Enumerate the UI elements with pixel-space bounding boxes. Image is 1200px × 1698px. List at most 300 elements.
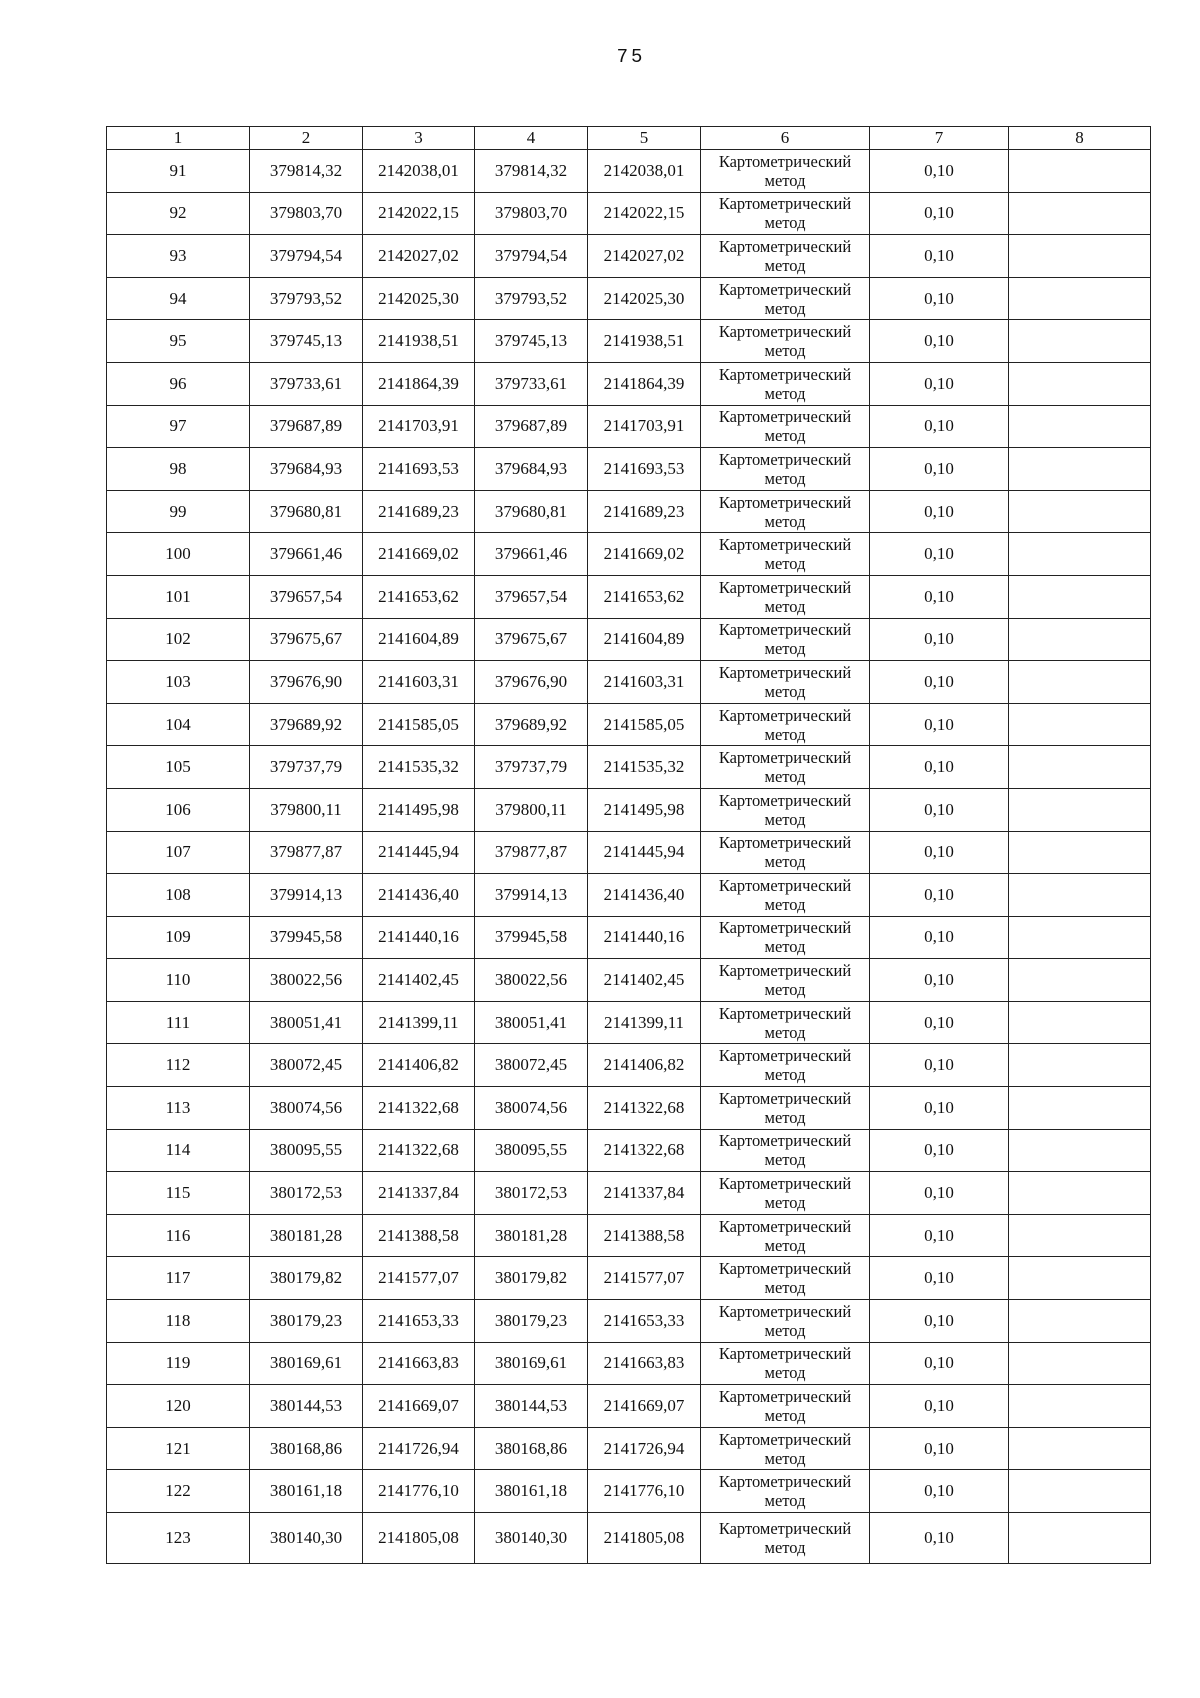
column-header: 6 xyxy=(701,127,870,150)
x-coordinate-cell: 380172,53 xyxy=(250,1172,363,1215)
x-coordinate-cell: 380095,55 xyxy=(475,1129,588,1172)
description-cell xyxy=(1009,575,1151,618)
table-row xyxy=(107,959,1151,1002)
accuracy-cell: 0,10 xyxy=(870,1001,1009,1044)
method-cell: Картометрический метод xyxy=(701,1342,870,1385)
table-row xyxy=(107,490,1151,533)
x-coordinate-cell: 380168,86 xyxy=(250,1427,363,1470)
accuracy-cell: 0,10 xyxy=(870,1513,1009,1564)
method-cell: Картометрический метод xyxy=(701,1001,870,1044)
x-coordinate-cell: 380095,55 xyxy=(250,1129,363,1172)
method-cell: Картометрический метод xyxy=(701,959,870,1002)
y-coordinate-cell: 2141776,10 xyxy=(363,1470,475,1513)
table-row xyxy=(107,1470,1151,1513)
accuracy-cell: 0,10 xyxy=(870,1172,1009,1215)
method-cell: Картометрический метод xyxy=(701,448,870,491)
table-row xyxy=(107,661,1151,704)
table-row xyxy=(107,277,1151,320)
point-number-cell: 96 xyxy=(107,362,250,405)
description-cell xyxy=(1009,448,1151,491)
y-coordinate-cell: 2142038,01 xyxy=(363,150,475,193)
accuracy-cell: 0,10 xyxy=(870,1257,1009,1300)
method-cell: Картометрический метод xyxy=(701,1300,870,1343)
accuracy-cell: 0,10 xyxy=(870,831,1009,874)
y-coordinate-cell: 2141663,83 xyxy=(363,1342,475,1385)
table-row xyxy=(107,235,1151,278)
accuracy-cell: 0,10 xyxy=(870,916,1009,959)
x-coordinate-cell: 380179,82 xyxy=(475,1257,588,1300)
y-coordinate-cell: 2141663,83 xyxy=(588,1342,701,1385)
x-coordinate-cell: 379945,58 xyxy=(250,916,363,959)
y-coordinate-cell: 2142025,30 xyxy=(363,277,475,320)
x-coordinate-cell: 379689,92 xyxy=(475,703,588,746)
description-cell xyxy=(1009,1001,1151,1044)
point-number-cell: 99 xyxy=(107,490,250,533)
point-number-cell: 122 xyxy=(107,1470,250,1513)
y-coordinate-cell: 2141864,39 xyxy=(588,362,701,405)
description-cell xyxy=(1009,788,1151,831)
point-number-cell: 101 xyxy=(107,575,250,618)
y-coordinate-cell: 2141388,58 xyxy=(588,1214,701,1257)
description-cell xyxy=(1009,1129,1151,1172)
x-coordinate-cell: 380074,56 xyxy=(475,1087,588,1130)
table-row xyxy=(107,1427,1151,1470)
x-coordinate-cell: 379657,54 xyxy=(250,575,363,618)
description-cell xyxy=(1009,703,1151,746)
x-coordinate-cell: 380072,45 xyxy=(250,1044,363,1087)
description-cell xyxy=(1009,618,1151,661)
point-number-cell: 103 xyxy=(107,661,250,704)
method-cell: Картометрический метод xyxy=(701,1129,870,1172)
table-row xyxy=(107,1300,1151,1343)
accuracy-cell: 0,10 xyxy=(870,1470,1009,1513)
table-row xyxy=(107,320,1151,363)
x-coordinate-cell: 379737,79 xyxy=(250,746,363,789)
x-coordinate-cell: 379680,81 xyxy=(250,490,363,533)
table-row xyxy=(107,788,1151,831)
table-row xyxy=(107,1342,1151,1385)
table-row xyxy=(107,1172,1151,1215)
description-cell xyxy=(1009,1172,1151,1215)
method-cell: Картометрический метод xyxy=(701,277,870,320)
method-cell: Картометрический метод xyxy=(701,490,870,533)
point-number-cell: 94 xyxy=(107,277,250,320)
x-coordinate-cell: 379684,93 xyxy=(475,448,588,491)
table-row xyxy=(107,1129,1151,1172)
y-coordinate-cell: 2141577,07 xyxy=(588,1257,701,1300)
method-cell: Картометрический метод xyxy=(701,1172,870,1215)
point-number-cell: 119 xyxy=(107,1342,250,1385)
point-number-cell: 113 xyxy=(107,1087,250,1130)
x-coordinate-cell: 379794,54 xyxy=(250,235,363,278)
table-row xyxy=(107,1513,1151,1564)
x-coordinate-cell: 379733,61 xyxy=(475,362,588,405)
y-coordinate-cell: 2141406,82 xyxy=(363,1044,475,1087)
method-cell: Картометрический метод xyxy=(701,362,870,405)
description-cell xyxy=(1009,1087,1151,1130)
method-cell: Картометрический метод xyxy=(701,235,870,278)
y-coordinate-cell: 2141604,89 xyxy=(363,618,475,661)
method-cell: Картометрический метод xyxy=(701,874,870,917)
x-coordinate-cell: 379733,61 xyxy=(250,362,363,405)
accuracy-cell: 0,10 xyxy=(870,575,1009,618)
y-coordinate-cell: 2141337,84 xyxy=(363,1172,475,1215)
method-cell: Картометрический метод xyxy=(701,1385,870,1428)
x-coordinate-cell: 379794,54 xyxy=(475,235,588,278)
x-coordinate-cell: 379914,13 xyxy=(250,874,363,917)
method-cell: Картометрический метод xyxy=(701,150,870,193)
accuracy-cell: 0,10 xyxy=(870,448,1009,491)
accuracy-cell: 0,10 xyxy=(870,618,1009,661)
y-coordinate-cell: 2141388,58 xyxy=(363,1214,475,1257)
y-coordinate-cell: 2141445,94 xyxy=(363,831,475,874)
x-coordinate-cell: 380172,53 xyxy=(475,1172,588,1215)
description-cell xyxy=(1009,533,1151,576)
y-coordinate-cell: 2141535,32 xyxy=(363,746,475,789)
method-cell: Картометрический метод xyxy=(701,703,870,746)
table-row xyxy=(107,448,1151,491)
x-coordinate-cell: 379661,46 xyxy=(250,533,363,576)
y-coordinate-cell: 2141399,11 xyxy=(588,1001,701,1044)
method-cell: Картометрический метод xyxy=(701,533,870,576)
table-row xyxy=(107,1257,1151,1300)
method-cell: Картометрический метод xyxy=(701,1087,870,1130)
x-coordinate-cell: 380022,56 xyxy=(250,959,363,1002)
point-number-cell: 97 xyxy=(107,405,250,448)
x-coordinate-cell: 379800,11 xyxy=(250,788,363,831)
y-coordinate-cell: 2141653,33 xyxy=(588,1300,701,1343)
accuracy-cell: 0,10 xyxy=(870,1385,1009,1428)
y-coordinate-cell: 2142027,02 xyxy=(588,235,701,278)
description-cell xyxy=(1009,1427,1151,1470)
description-cell xyxy=(1009,1257,1151,1300)
y-coordinate-cell: 2141436,40 xyxy=(363,874,475,917)
point-number-cell: 98 xyxy=(107,448,250,491)
accuracy-cell: 0,10 xyxy=(870,1342,1009,1385)
x-coordinate-cell: 380168,86 xyxy=(475,1427,588,1470)
y-coordinate-cell: 2142027,02 xyxy=(363,235,475,278)
description-cell xyxy=(1009,1300,1151,1343)
point-number-cell: 100 xyxy=(107,533,250,576)
method-cell: Картометрический метод xyxy=(701,1470,870,1513)
table-row xyxy=(107,916,1151,959)
x-coordinate-cell: 379676,90 xyxy=(250,661,363,704)
y-coordinate-cell: 2141603,31 xyxy=(588,661,701,704)
y-coordinate-cell: 2141776,10 xyxy=(588,1470,701,1513)
x-coordinate-cell: 379675,67 xyxy=(475,618,588,661)
x-coordinate-cell: 380181,28 xyxy=(475,1214,588,1257)
x-coordinate-cell: 380179,23 xyxy=(475,1300,588,1343)
x-coordinate-cell: 380140,30 xyxy=(475,1513,588,1564)
method-cell: Картометрический метод xyxy=(701,1427,870,1470)
accuracy-cell: 0,10 xyxy=(870,1044,1009,1087)
accuracy-cell: 0,10 xyxy=(870,1300,1009,1343)
x-coordinate-cell: 380051,41 xyxy=(475,1001,588,1044)
point-number-cell: 115 xyxy=(107,1172,250,1215)
x-coordinate-cell: 379680,81 xyxy=(475,490,588,533)
y-coordinate-cell: 2141585,05 xyxy=(363,703,475,746)
description-cell xyxy=(1009,916,1151,959)
method-cell: Картометрический метод xyxy=(701,831,870,874)
y-coordinate-cell: 2141322,68 xyxy=(588,1087,701,1130)
accuracy-cell: 0,10 xyxy=(870,746,1009,789)
point-number-cell: 93 xyxy=(107,235,250,278)
method-cell: Картометрический метод xyxy=(701,1214,870,1257)
x-coordinate-cell: 379814,32 xyxy=(250,150,363,193)
y-coordinate-cell: 2141603,31 xyxy=(363,661,475,704)
description-cell xyxy=(1009,661,1151,704)
column-header: 2 xyxy=(250,127,363,150)
y-coordinate-cell: 2141689,23 xyxy=(588,490,701,533)
point-number-cell: 106 xyxy=(107,788,250,831)
description-cell xyxy=(1009,874,1151,917)
x-coordinate-cell: 379676,90 xyxy=(475,661,588,704)
point-number-cell: 108 xyxy=(107,874,250,917)
point-number-cell: 110 xyxy=(107,959,250,1002)
point-number-cell: 111 xyxy=(107,1001,250,1044)
y-coordinate-cell: 2141703,91 xyxy=(363,405,475,448)
description-cell xyxy=(1009,1470,1151,1513)
description-cell xyxy=(1009,362,1151,405)
x-coordinate-cell: 380144,53 xyxy=(250,1385,363,1428)
table-row xyxy=(107,874,1151,917)
y-coordinate-cell: 2142038,01 xyxy=(588,150,701,193)
y-coordinate-cell: 2141322,68 xyxy=(363,1129,475,1172)
table-row xyxy=(107,150,1151,193)
y-coordinate-cell: 2141689,23 xyxy=(363,490,475,533)
point-number-cell: 105 xyxy=(107,746,250,789)
point-number-cell: 123 xyxy=(107,1513,250,1564)
y-coordinate-cell: 2141399,11 xyxy=(363,1001,475,1044)
table-row xyxy=(107,533,1151,576)
table-row xyxy=(107,1385,1151,1428)
column-header: 4 xyxy=(475,127,588,150)
y-coordinate-cell: 2141445,94 xyxy=(588,831,701,874)
accuracy-cell: 0,10 xyxy=(870,703,1009,746)
y-coordinate-cell: 2141402,45 xyxy=(588,959,701,1002)
x-coordinate-cell: 379793,52 xyxy=(250,277,363,320)
x-coordinate-cell: 379657,54 xyxy=(475,575,588,618)
y-coordinate-cell: 2141653,62 xyxy=(588,575,701,618)
coordinates-table xyxy=(106,126,1151,1564)
y-coordinate-cell: 2141406,82 xyxy=(588,1044,701,1087)
y-coordinate-cell: 2141669,02 xyxy=(363,533,475,576)
table-row xyxy=(107,1001,1151,1044)
description-cell xyxy=(1009,1342,1151,1385)
x-coordinate-cell: 379675,67 xyxy=(250,618,363,661)
y-coordinate-cell: 2142022,15 xyxy=(363,192,475,235)
description-cell xyxy=(1009,192,1151,235)
table-row xyxy=(107,1044,1151,1087)
accuracy-cell: 0,10 xyxy=(870,277,1009,320)
y-coordinate-cell: 2141604,89 xyxy=(588,618,701,661)
x-coordinate-cell: 379877,87 xyxy=(475,831,588,874)
accuracy-cell: 0,10 xyxy=(870,1427,1009,1470)
method-cell: Картометрический метод xyxy=(701,1257,870,1300)
x-coordinate-cell: 379687,89 xyxy=(250,405,363,448)
accuracy-cell: 0,10 xyxy=(870,788,1009,831)
x-coordinate-cell: 379745,13 xyxy=(475,320,588,363)
x-coordinate-cell: 380179,23 xyxy=(250,1300,363,1343)
y-coordinate-cell: 2141703,91 xyxy=(588,405,701,448)
description-cell xyxy=(1009,150,1151,193)
point-number-cell: 91 xyxy=(107,150,250,193)
method-cell: Картометрический метод xyxy=(701,788,870,831)
x-coordinate-cell: 379687,89 xyxy=(475,405,588,448)
x-coordinate-cell: 380074,56 xyxy=(250,1087,363,1130)
description-cell xyxy=(1009,1385,1151,1428)
accuracy-cell: 0,10 xyxy=(870,874,1009,917)
accuracy-cell: 0,10 xyxy=(870,661,1009,704)
accuracy-cell: 0,10 xyxy=(870,1087,1009,1130)
description-cell xyxy=(1009,235,1151,278)
table-row xyxy=(107,1214,1151,1257)
y-coordinate-cell: 2141693,53 xyxy=(363,448,475,491)
x-coordinate-cell: 380022,56 xyxy=(475,959,588,1002)
point-number-cell: 114 xyxy=(107,1129,250,1172)
y-coordinate-cell: 2141322,68 xyxy=(363,1087,475,1130)
point-number-cell: 117 xyxy=(107,1257,250,1300)
y-coordinate-cell: 2141669,02 xyxy=(588,533,701,576)
x-coordinate-cell: 380161,18 xyxy=(250,1470,363,1513)
method-cell: Картометрический метод xyxy=(701,916,870,959)
description-cell xyxy=(1009,746,1151,789)
accuracy-cell: 0,10 xyxy=(870,959,1009,1002)
y-coordinate-cell: 2142025,30 xyxy=(588,277,701,320)
table-row xyxy=(107,618,1151,661)
x-coordinate-cell: 380179,82 xyxy=(250,1257,363,1300)
method-cell: Картометрический метод xyxy=(701,618,870,661)
accuracy-cell: 0,10 xyxy=(870,405,1009,448)
x-coordinate-cell: 379793,52 xyxy=(475,277,588,320)
x-coordinate-cell: 379800,11 xyxy=(475,788,588,831)
point-number-cell: 92 xyxy=(107,192,250,235)
accuracy-cell: 0,10 xyxy=(870,362,1009,405)
table-row xyxy=(107,192,1151,235)
y-coordinate-cell: 2141337,84 xyxy=(588,1172,701,1215)
method-cell: Картометрический метод xyxy=(701,575,870,618)
point-number-cell: 109 xyxy=(107,916,250,959)
point-number-cell: 102 xyxy=(107,618,250,661)
page-number: 75 xyxy=(616,46,646,68)
point-number-cell: 118 xyxy=(107,1300,250,1343)
description-cell xyxy=(1009,831,1151,874)
x-coordinate-cell: 380161,18 xyxy=(475,1470,588,1513)
accuracy-cell: 0,10 xyxy=(870,320,1009,363)
method-cell: Картометрический метод xyxy=(701,661,870,704)
x-coordinate-cell: 380181,28 xyxy=(250,1214,363,1257)
y-coordinate-cell: 2141440,16 xyxy=(363,916,475,959)
column-header: 7 xyxy=(870,127,1009,150)
y-coordinate-cell: 2141726,94 xyxy=(363,1427,475,1470)
table-row xyxy=(107,405,1151,448)
point-number-cell: 104 xyxy=(107,703,250,746)
table-body xyxy=(107,150,1151,1564)
point-number-cell: 95 xyxy=(107,320,250,363)
accuracy-cell: 0,10 xyxy=(870,1214,1009,1257)
table-header xyxy=(107,127,1151,150)
y-coordinate-cell: 2141436,40 xyxy=(588,874,701,917)
description-cell xyxy=(1009,959,1151,1002)
method-cell: Картометрический метод xyxy=(701,1044,870,1087)
description-cell xyxy=(1009,277,1151,320)
method-cell: Картометрический метод xyxy=(701,192,870,235)
point-number-cell: 112 xyxy=(107,1044,250,1087)
method-cell: Картометрический метод xyxy=(701,1513,870,1564)
description-cell xyxy=(1009,1513,1151,1564)
y-coordinate-cell: 2142022,15 xyxy=(588,192,701,235)
point-number-cell: 116 xyxy=(107,1214,250,1257)
table-row xyxy=(107,362,1151,405)
table-row xyxy=(107,703,1151,746)
table-row xyxy=(107,746,1151,789)
y-coordinate-cell: 2141693,53 xyxy=(588,448,701,491)
table-row xyxy=(107,1087,1151,1130)
column-header: 5 xyxy=(588,127,701,150)
description-cell xyxy=(1009,320,1151,363)
description-cell xyxy=(1009,1214,1151,1257)
point-number-cell: 120 xyxy=(107,1385,250,1428)
y-coordinate-cell: 2141577,07 xyxy=(363,1257,475,1300)
y-coordinate-cell: 2141653,62 xyxy=(363,575,475,618)
x-coordinate-cell: 380169,61 xyxy=(250,1342,363,1385)
column-header: 3 xyxy=(363,127,475,150)
accuracy-cell: 0,10 xyxy=(870,533,1009,576)
x-coordinate-cell: 379661,46 xyxy=(475,533,588,576)
x-coordinate-cell: 379737,79 xyxy=(475,746,588,789)
x-coordinate-cell: 379914,13 xyxy=(475,874,588,917)
y-coordinate-cell: 2141805,08 xyxy=(588,1513,701,1564)
y-coordinate-cell: 2141440,16 xyxy=(588,916,701,959)
y-coordinate-cell: 2141938,51 xyxy=(588,320,701,363)
y-coordinate-cell: 2141864,39 xyxy=(363,362,475,405)
description-cell xyxy=(1009,405,1151,448)
y-coordinate-cell: 2141402,45 xyxy=(363,959,475,1002)
table-row xyxy=(107,575,1151,618)
accuracy-cell: 0,10 xyxy=(870,150,1009,193)
y-coordinate-cell: 2141495,98 xyxy=(363,788,475,831)
x-coordinate-cell: 380140,30 xyxy=(250,1513,363,1564)
x-coordinate-cell: 379745,13 xyxy=(250,320,363,363)
y-coordinate-cell: 2141585,05 xyxy=(588,703,701,746)
method-cell: Картометрический метод xyxy=(701,320,870,363)
y-coordinate-cell: 2141669,07 xyxy=(588,1385,701,1428)
x-coordinate-cell: 380169,61 xyxy=(475,1342,588,1385)
y-coordinate-cell: 2141653,33 xyxy=(363,1300,475,1343)
description-cell xyxy=(1009,490,1151,533)
method-cell: Картометрический метод xyxy=(701,746,870,789)
x-coordinate-cell: 379803,70 xyxy=(475,192,588,235)
y-coordinate-cell: 2141669,07 xyxy=(363,1385,475,1428)
y-coordinate-cell: 2141938,51 xyxy=(363,320,475,363)
y-coordinate-cell: 2141535,32 xyxy=(588,746,701,789)
x-coordinate-cell: 380051,41 xyxy=(250,1001,363,1044)
x-coordinate-cell: 379945,58 xyxy=(475,916,588,959)
table-row xyxy=(107,831,1151,874)
x-coordinate-cell: 379877,87 xyxy=(250,831,363,874)
x-coordinate-cell: 380072,45 xyxy=(475,1044,588,1087)
method-cell: Картометрический метод xyxy=(701,405,870,448)
accuracy-cell: 0,10 xyxy=(870,490,1009,533)
y-coordinate-cell: 2141322,68 xyxy=(588,1129,701,1172)
x-coordinate-cell: 379814,32 xyxy=(475,150,588,193)
column-header: 8 xyxy=(1009,127,1151,150)
x-coordinate-cell: 379684,93 xyxy=(250,448,363,491)
column-header: 1 xyxy=(107,127,250,150)
description-cell xyxy=(1009,1044,1151,1087)
x-coordinate-cell: 379803,70 xyxy=(250,192,363,235)
point-number-cell: 107 xyxy=(107,831,250,874)
